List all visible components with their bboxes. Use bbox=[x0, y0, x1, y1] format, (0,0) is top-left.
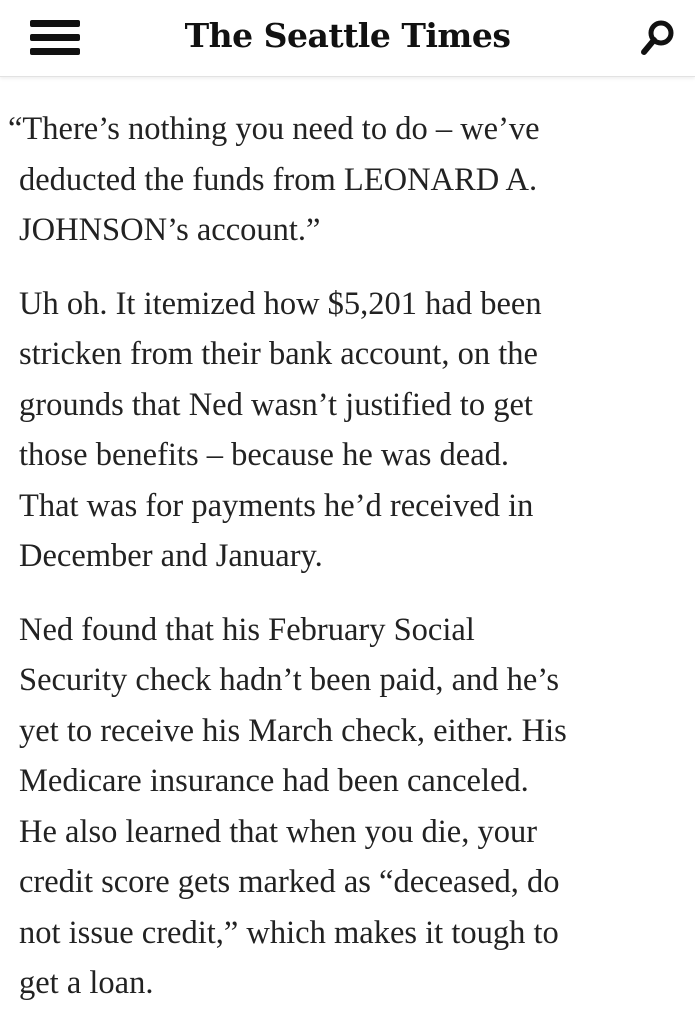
article-paragraph bbox=[19, 279, 684, 582]
site-logo[interactable]: The Seattle Times bbox=[184, 16, 511, 55]
paragraph-line: Ned found that his February Social bbox=[19, 611, 475, 648]
paragraph-line: stricken from their bank account, on the bbox=[19, 336, 538, 372]
search-icon-graphic bbox=[638, 18, 678, 58]
paragraph-line: December and January. bbox=[19, 538, 323, 574]
paragraph-line: get a loan. bbox=[19, 965, 154, 1001]
site-header bbox=[0, 0, 695, 77]
search-icon[interactable] bbox=[638, 18, 678, 58]
article-body bbox=[8, 104, 684, 1032]
paragraph-line: That was for payments he’d received in bbox=[19, 487, 534, 524]
paragraph-line: yet to receive his March check, either. His bbox=[19, 712, 567, 749]
paragraph-line: those benefits – because he was dead. bbox=[19, 437, 510, 473]
article-paragraph bbox=[19, 605, 684, 1009]
article-paragraph bbox=[8, 104, 684, 256]
paragraph-line: Security check hadn’t been paid, and he’s bbox=[19, 662, 559, 698]
paragraph-line: credit score gets marked as “deceased, do bbox=[19, 864, 560, 900]
paragraph-line: “There’s nothing you need to do – we’ve bbox=[8, 111, 540, 147]
paragraph-line: Uh oh. It itemized how $5,201 had been bbox=[19, 285, 542, 322]
paragraph-line: grounds that Ned wasn’t justified to get bbox=[19, 386, 533, 423]
paragraph-line: Medicare insurance had been canceled. bbox=[19, 763, 529, 799]
paragraph-line: deducted the funds from LEONARD A. bbox=[19, 161, 538, 198]
paragraph-line: not issue credit,” which makes it tough to bbox=[19, 914, 559, 951]
paragraph-line: JOHNSON’s account.” bbox=[19, 212, 321, 248]
paragraph-line: He also learned that when you die, your bbox=[19, 813, 538, 850]
